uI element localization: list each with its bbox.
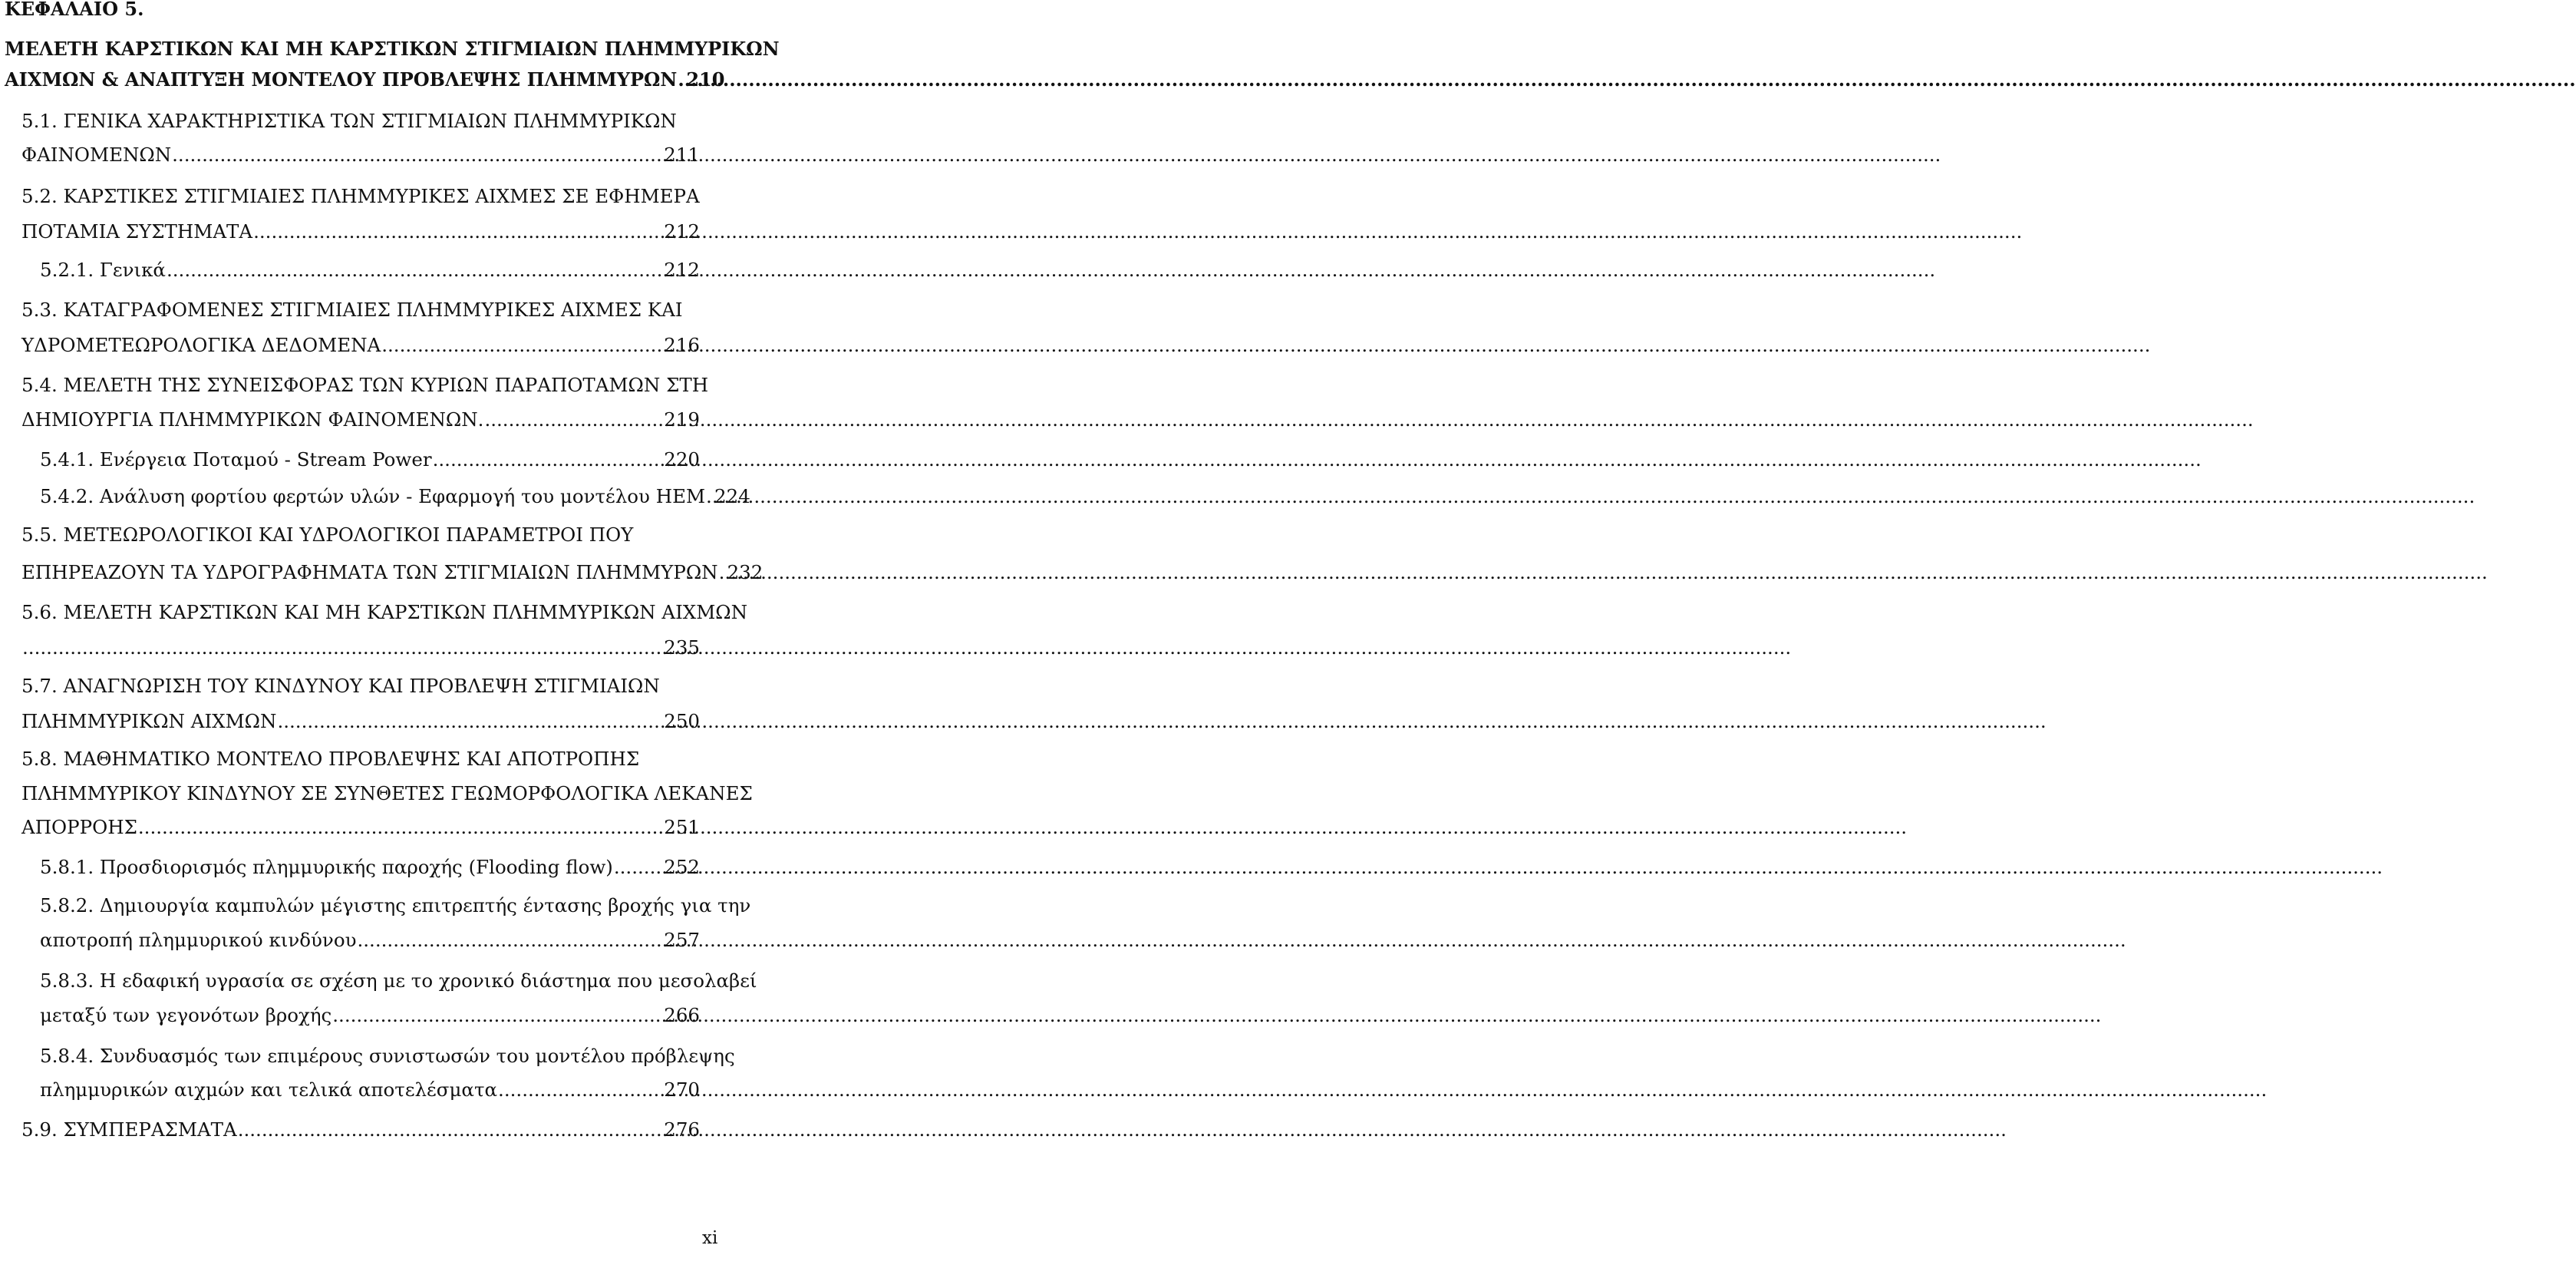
toc-entry-5-5-line-2	[21, 557, 764, 588]
toc-entry-text: ΠΟΤΑΜΙΑ ΣΥΣΤΗΜΑΤΑ	[21, 220, 253, 243]
toc-entry-text: ΥΔΡΟΜΕΤΕΩΡΟΛΟΓΙΚΑ ΔΕΔΟΜΕΝΑ	[21, 334, 381, 356]
dot-leader	[498, 1075, 663, 1105]
toc-page-number: 250	[664, 710, 700, 732]
toc-page-number: 210	[686, 68, 725, 91]
dot-leader	[381, 330, 663, 361]
toc-page-number: 220	[664, 448, 700, 471]
dot-leader	[138, 812, 663, 843]
toc-entry-5-2-line-2	[21, 216, 700, 247]
dot-leader	[332, 1000, 663, 1031]
toc-entry-5-8-line-1: 5.8. ΜΑΘΗΜΑΤΙΚΟ ΜΟΝΤΕΛΟ ΠΡΟΒΛΕΨΗΣ ΚΑΙ ΑΠΟΤΡΟΠΗΣ	[21, 748, 640, 770]
toc-entry-5-2-line-1: 5.2. ΚΑΡΣΤΙΚΕΣ ΣΤΙΓΜΙΑΙΕΣ ΠΛΗΜΜΥΡΙΚΕΣ ΑΙΧΜΕΣ ΣΕ ΕΦΗΜΕΡΑ	[21, 185, 700, 207]
toc-entry-5-4-line-2	[21, 405, 700, 435]
toc-entry-text: 5.9. ΣΥΜΠΕΡΑΣΜΑΤΑ	[21, 1118, 237, 1141]
toc-entry-text: αποτροπή πλημμυρικού κινδύνου	[40, 929, 357, 951]
toc-page-number: 232	[727, 561, 764, 583]
toc-entry-text: 5.8.1. Προσδιορισμός πλημμυρικής παροχής (Flooding flow)	[40, 856, 613, 878]
dot-leader	[277, 706, 663, 737]
toc-entry-5-4-2-line-1	[40, 481, 750, 512]
toc-entry-text: μεταξύ των γεγονότων βροχής	[40, 1004, 332, 1026]
toc-entry-text: 5.4.2. Ανάλυση φορτίου φερτών υλών - Εφαρμογή του μοντέλου HEM	[40, 485, 706, 507]
toc-page-number: 266	[664, 1004, 700, 1026]
toc-entry-5-8-1-line-1	[40, 852, 700, 883]
toc-entry-text: 5.4.1. Ενέργεια Ποταμού - Stream Power	[40, 448, 432, 471]
toc-entry-5-7-line-2	[21, 706, 700, 737]
chapter-heading: ΚΕΦΑΛΑΙΟ 5.	[5, 0, 144, 20]
toc-page-number: 251	[664, 816, 700, 838]
toc-entry-text: ΕΠΗΡΕΑΖΟΥΝ ΤΑ ΥΔΡΟΓΡΑΦΗΜΑΤΑ ΤΩΝ ΣΤΙΓΜΙΑΙΩΝ ΠΛΗΜΜΥΡΩΝ	[21, 561, 718, 583]
toc-entry-5-8-line-3	[21, 812, 700, 843]
toc-entry-text: ΔΗΜΙΟΥΡΓΙΑ ΠΛΗΜΜΥΡΙΚΩΝ ΦΑΙΝΟΜΕΝΩΝ.	[21, 408, 484, 431]
toc-page-number: 276	[664, 1118, 700, 1141]
toc-entry-5-6-line-1: 5.6. ΜΕΛΕΤΗ ΚΑΡΣΤΙΚΩΝ ΚΑΙ ΜΗ ΚΑΡΣΤΙΚΩΝ ΠΛΗΜΜΥΡΙΚΩΝ ΑΙΧΜΩΝ	[21, 601, 748, 623]
toc-page-number: 219	[664, 408, 700, 431]
dot-leader	[719, 557, 727, 588]
toc-entry-5-7-line-1: 5.7. ΑΝΑΓΝΩΡΙΣΗ ΤΟΥ ΚΙΝΔΥΝΟΥ ΚΑΙ ΠΡΟΒΛΕΨΗ ΣΤΙΓΜΙΑΙΩΝ	[21, 675, 660, 697]
toc-entry-text: πλημμυρικών αιχμών και τελικά αποτελέσματα	[40, 1078, 498, 1101]
toc-entry-text: ΦΑΙΝΟΜΕΝΩΝ	[21, 144, 172, 166]
toc-entry-5-2-1-line-1	[40, 255, 700, 286]
toc-entry-5-8-3-line-2	[40, 1000, 700, 1031]
toc-entry-5-8-2-line-2	[40, 925, 700, 956]
toc-entry-text: ΠΛΗΜΜΥΡΙΚΩΝ ΑΙΧΜΩΝ	[21, 710, 277, 732]
toc-page-number: 212	[664, 220, 700, 243]
toc-page-number: 235	[664, 636, 700, 659]
dot-leader	[253, 216, 663, 247]
toc-entry-text: ΑΠΟΡΡΟΗΣ	[21, 816, 137, 838]
toc-entry-5-3-line-1: 5.3. ΚΑΤΑΓΡΑΦΟΜΕΝΕΣ ΣΤΙΓΜΙΑΙΕΣ ΠΛΗΜΜΥΡΙΚΕΣ ΑΙΧΜΕΣ ΚΑΙ	[21, 299, 683, 321]
toc-entry-ch5-line-1: ΜΕΛΕΤΗ ΚΑΡΣΤΙΚΩΝ ΚΑΙ ΜΗ ΚΑΡΣΤΙΚΩΝ ΣΤΙΓΜΙΑΙΩΝ ΠΛΗΜΜΥΡΙΚΩΝ	[5, 38, 780, 60]
toc-page-number: 224	[714, 485, 750, 507]
toc-entry-ch5-line-2	[5, 64, 725, 95]
dot-leader	[172, 140, 663, 170]
toc-entry-5-4-1-line-1	[40, 444, 700, 475]
dot-leader	[22, 632, 663, 663]
dot-leader	[357, 925, 663, 956]
toc-entry-5-4-line-1: 5.4. ΜΕΛΕΤΗ ΤΗΣ ΣΥΝΕΙΣΦΟΡΑΣ ΤΩΝ ΚΥΡΙΩΝ ΠΑΡΑΠΟΤΑΜΩΝ ΣΤΗ	[21, 374, 709, 396]
toc-entry-text: 5.2.1. Γενικά	[40, 259, 166, 281]
dot-leader	[484, 405, 663, 435]
toc-entry-text: ΑΙΧΜΩΝ & ΑΝΑΠΤΥΞΗ ΜΟΝΤΕΛΟΥ ΠΡΟΒΛΕΨΗΣ ΠΛΗΜΜΥΡΩΝ	[5, 68, 678, 91]
toc-entry-5-1-line-1: 5.1. ΓΕΝΙΚΑ ΧΑΡΑΚΤΗΡΙΣΤΙΚΑ ΤΩΝ ΣΤΙΓΜΙΑΙΩΝ ΠΛΗΜΜΥΡΙΚΩΝ	[21, 110, 677, 132]
page-number: xi	[702, 1228, 718, 1248]
toc-entry-5-1-line-2	[21, 140, 700, 170]
toc-page-number: 216	[664, 334, 700, 356]
toc-entry-5-9-line-1	[21, 1115, 700, 1145]
toc-entry-5-8-4-line-2	[40, 1075, 700, 1105]
toc-entry-5-8-2-line-1: 5.8.2. Δημιουργία καμπυλών μέγιστης επιτρεπτής έντασης βροχής για την	[40, 894, 751, 917]
toc-entry-5-8-line-2: ΠΛΗΜΜΥΡΙΚΟΥ ΚΙΝΔΥΝΟΥ ΣΕ ΣΥΝΘΕΤΕΣ ΓΕΩΜΟΡΦΟΛΟΓΙΚΑ ΛΕΚΑΝΕΣ	[21, 782, 753, 804]
dot-leader	[706, 481, 714, 512]
toc-entry-5-8-3-line-1: 5.8.3. Η εδαφική υγρασία σε σχέση με το χρονικό διάστημα που μεσολαβεί	[40, 969, 757, 992]
toc-page-number: 257	[664, 929, 700, 951]
dot-leader	[614, 852, 663, 883]
dot-leader	[167, 255, 663, 286]
toc-page-number: 252	[664, 856, 700, 878]
toc-page-number: 270	[664, 1078, 700, 1101]
toc-page-number: 212	[664, 259, 700, 281]
dot-leader	[238, 1115, 664, 1145]
toc-entry-5-8-4-line-1: 5.8.4. Συνδυασμός των επιμέρους συνιστωσών του μοντέλου πρόβλεψης	[40, 1045, 735, 1067]
dot-leader	[678, 64, 685, 95]
dot-leader	[433, 444, 664, 475]
toc-entry-5-5-line-1: 5.5. ΜΕΤΕΩΡΟΛΟΓΙΚΟΙ ΚΑΙ ΥΔΡΟΛΟΓΙΚΟΙ ΠΑΡΑΜΕΤΡΟΙ ΠΟΥ	[21, 524, 634, 546]
toc-page-number: 211	[664, 144, 700, 166]
toc-entry-5-6-line-2	[21, 632, 700, 663]
toc-entry-5-3-line-2	[21, 330, 700, 361]
